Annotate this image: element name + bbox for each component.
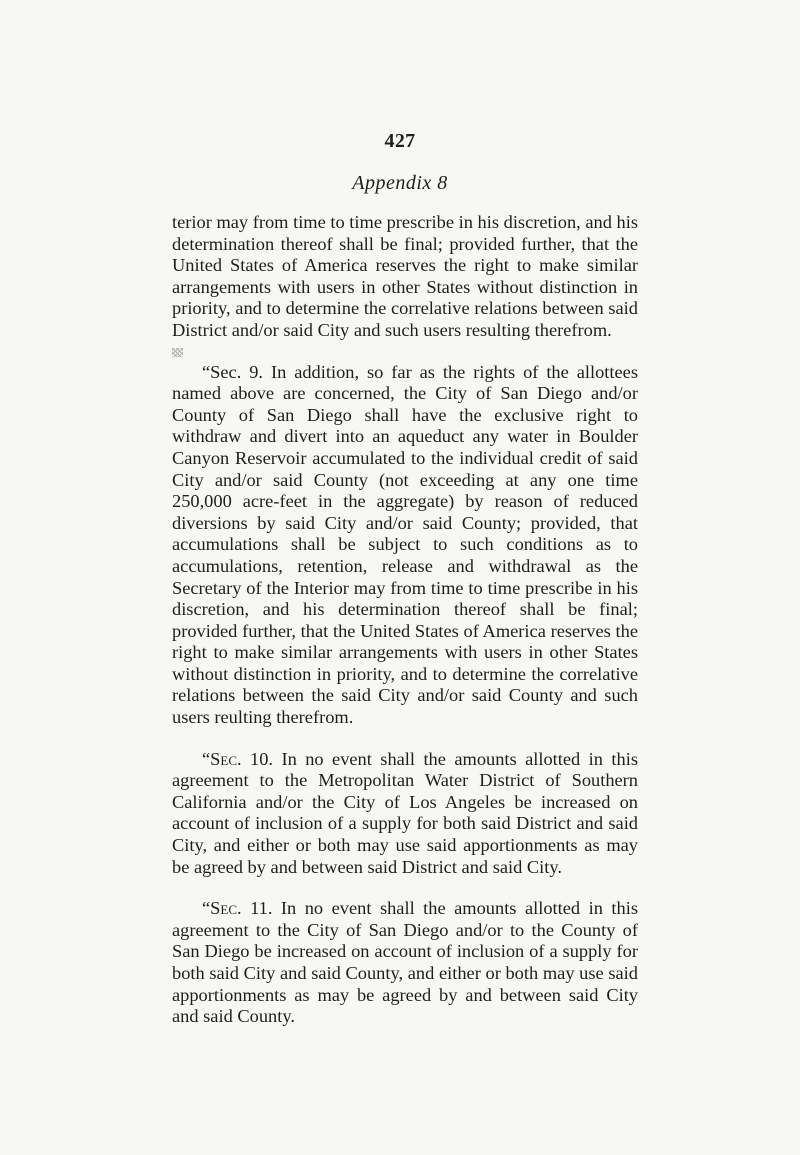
section-label: Sec. bbox=[210, 898, 242, 919]
paragraph-continuation: terior may from time to time prescribe in his discretion, and his determination thereof shall be final; provided further, that the United States of America reserves the right to make similar arrangements with users in other States without distinction in priority, and to determine the correlative relations between said District and/or said City and such users resulting therefrom. bbox=[172, 212, 638, 340]
paragraph-sec-9: “Sec. 9. In addition, so far as the rights of the allottees named above are concerned, the City of San Diego and/or County of San Diego shall have the exclusive right to withdraw and divert into an aqueduct any water in Boulder Canyon Reservoir accumulated to the individual credit of said City and/or said County (not exceeding at any one time 250,000 acre-feet in the aggregate) by reason of reduced diversions by said City and/or said County; provided, that accumulations shall be subject to such conditions as to accumulations, retention, release and withdrawal as the Secretary of the Interior may from time to time prescribe in his discretion, and his determination thereof shall be final; provided further, that the United States of America reserves the right to make similar arrangements with users in other States without distinction in priority, and to determine the correlative relations between the said City and/or said County and such users reulting therefrom. bbox=[172, 361, 638, 728]
running-head: Appendix 8 bbox=[352, 172, 448, 194]
paragraph-sec-11 bbox=[172, 898, 638, 1028]
paragraph-text: 11. In no event shall the amounts allotted in this agreement to the City of San Diego and/or to the County of San Diego be increased on account of inclusion of a supply for both said City and said County, and either or both may use said apportionments as may be agreed by and between said City and said County. bbox=[172, 898, 638, 1027]
paragraph-sec-10 bbox=[172, 749, 638, 879]
body-text bbox=[172, 212, 638, 1028]
open-quote: “ bbox=[202, 898, 211, 919]
paragraph-text: 10. In no event shall the amounts allotted in this agreement to the Metropolitan Water District of Southern California and/or the City of Los Angeles be increased on account of inclusion of a supply for both said District and said City, and either or both may use said apportionments as may be agreed by and between said District and said City. bbox=[172, 748, 638, 877]
page-number: 427 bbox=[384, 130, 416, 152]
open-quote: “ bbox=[202, 748, 211, 769]
section-label: Sec. bbox=[210, 748, 242, 769]
